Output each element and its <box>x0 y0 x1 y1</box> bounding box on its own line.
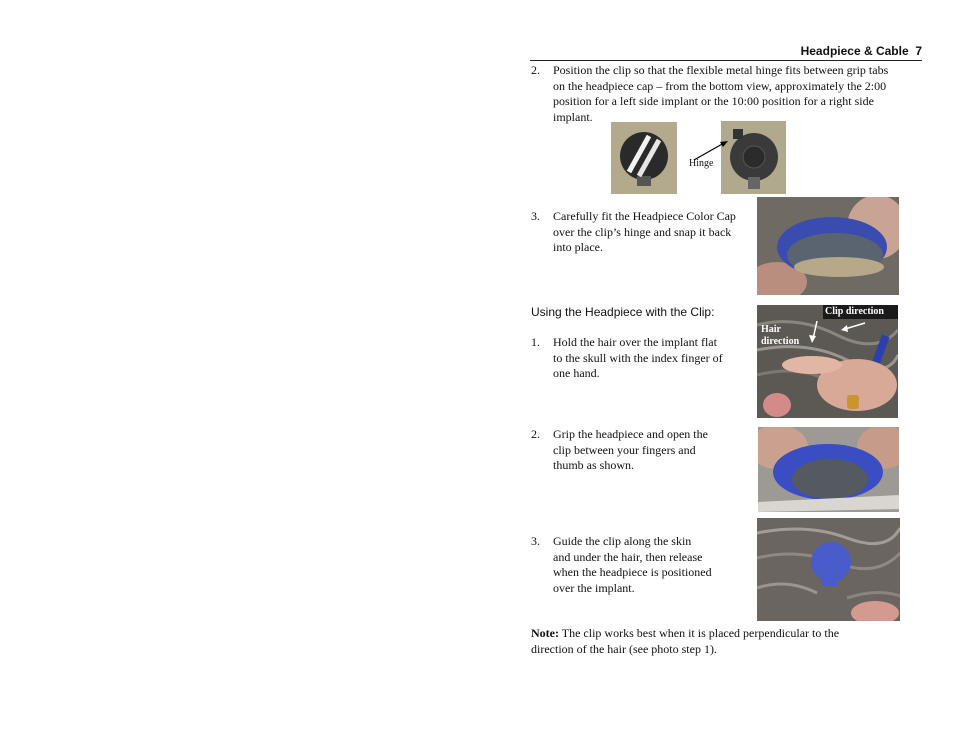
clip-step-2-line: Grip the headpiece and open the <box>553 427 708 441</box>
note-label: Note: <box>531 626 559 640</box>
clip-step-1-line: Hold the hair over the implant flat <box>553 335 717 349</box>
header-title: Headpiece & Cable <box>800 44 909 58</box>
note-text: The clip works best when it is placed perpendicular to the <box>558 626 840 640</box>
clip-step-3-line: over the implant. <box>553 580 635 595</box>
clip-direction-label: Clip direction <box>825 306 884 317</box>
clip-step-3-line: Guide the clip along the skin <box>553 534 692 548</box>
section-title: Using the Headpiece with the Clip: <box>531 305 715 319</box>
step-3-number: 3. <box>531 209 540 223</box>
page-number: 7 <box>915 44 922 58</box>
step-2-line: on the headpiece cap – from the bottom view, approximately the 2:00 <box>553 78 887 93</box>
clip-step-1-text <box>553 335 753 382</box>
step-3-line: Carefully fit the Headpiece Color Cap <box>553 209 736 223</box>
step-3-line: into place. <box>553 240 603 254</box>
clip-step-3-text <box>553 534 753 596</box>
clip-step-3-line: when the headpiece is positioned <box>553 565 712 579</box>
clip-bottom-photo <box>721 121 786 194</box>
clip-step-2-line: clip between your fingers and <box>553 442 696 457</box>
step-2-number: 2. <box>531 63 540 77</box>
headpiece-positioned-photo <box>757 518 900 621</box>
hinge-label: Hinge <box>689 158 714 169</box>
step-2-text <box>553 63 923 125</box>
clip-step-2-number: 2. <box>531 427 540 441</box>
step-2-line: implant. <box>553 109 593 124</box>
grip-headpiece-photo <box>758 427 899 512</box>
note <box>531 626 911 657</box>
clip-step-3-line: and under the hair, then release <box>553 549 703 564</box>
hold-hair-photo <box>757 305 898 418</box>
clip-step-3-number: 3. <box>531 534 540 548</box>
clip-step-1-number: 1. <box>531 335 540 349</box>
hair-direction-label: direction <box>761 336 800 347</box>
clip-step-1-line: to the skull with the index finger of <box>553 350 723 365</box>
page-header <box>530 44 922 61</box>
clip-top-photo <box>611 122 677 194</box>
step-3-text <box>553 209 753 256</box>
clip-step-2-text <box>553 427 753 474</box>
hair-direction-label: Hair <box>761 324 781 335</box>
step-2-line: position for a left side implant or the 10:00 position for a right side <box>553 94 874 108</box>
color-cap-photo <box>757 197 899 295</box>
note-text: direction of the hair (see photo step 1). <box>531 641 717 656</box>
step-2-line: Position the clip so that the flexible metal hinge fits between grip tabs <box>553 63 889 77</box>
clip-step-1-line: one hand. <box>553 366 600 380</box>
step-3-line: over the clip’s hinge and snap it back <box>553 224 732 239</box>
clip-step-2-line: thumb as shown. <box>553 458 634 472</box>
